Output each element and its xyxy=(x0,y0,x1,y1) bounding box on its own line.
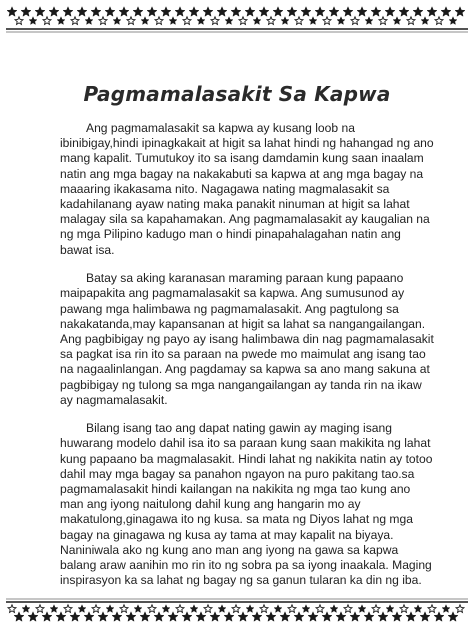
paragraph-1: Ang pagmamalasakit sa kapwa ay kusang loob na ibinibigay,hindi ipinagkakait at higit sa lahat hindi ng hahangad ng ano mang kapalit. Tumutukoy ito sa isang damdamin kung saan inaalam natin ang mga bagay na nakakabuti sa kapwa at ang mga bagay na maaaring ikakasama nito. Nagagawa nating magmalasakit sa kadahilanang ayaw nating maka panakit ninuman at higit sa lahat malagay sila sa kapahamakan. Ang pagmamalasakit ay kaugalian na ng mga Pilipino kadugo man o hindi pinapahalagahan natin ang bawat isa. xyxy=(60,121,434,257)
star-ornament xyxy=(43,17,51,25)
star-ornament xyxy=(15,17,23,25)
star-ornament xyxy=(196,612,206,621)
star-ornament xyxy=(168,612,178,621)
star-ornament xyxy=(217,7,227,16)
star-ornament xyxy=(211,17,219,25)
star-ornament xyxy=(204,605,212,613)
star-ornament xyxy=(280,612,290,621)
bottom-star-border xyxy=(6,597,468,623)
star-ornament xyxy=(364,612,374,621)
star-ornament xyxy=(413,7,423,16)
star-ornament xyxy=(175,7,185,16)
star-ornament xyxy=(99,17,107,25)
star-ornament xyxy=(295,17,303,25)
star-ornament xyxy=(50,605,58,613)
paragraph-2: Batay sa aking karanasan maraming paraan kung papaano maipapakita ang pagmamalasakit sa kapwa. Ang sumusunod ay pawang mga halimbawa ng pagmamalasakit. Ang pagtulong sa nakakatanda,may kapansanan at higit sa lahat sa nangangailangan. Ang pagbibigay ng payo ay isang halimbawa din nag pagmamalasakit sa pagkat isa rin ito sa paraan na pwede mo maimulat ang isang tao na nagaalinlangan. Ang pagdamay sa kapwa sa ano mang sakuna at pagbibigay ng tulong sa mga nangangailangan ay tanda rin na ikaw ay nagmamalasakit. xyxy=(60,271,434,407)
star-ornament xyxy=(42,612,52,621)
star-ornament xyxy=(365,17,373,25)
star-ornament xyxy=(21,7,31,16)
star-ornament xyxy=(126,612,136,621)
star-ornament xyxy=(337,17,345,25)
star-ornament xyxy=(441,7,451,16)
star-ornament xyxy=(266,612,276,621)
star-ornament xyxy=(140,612,150,621)
star-ornament xyxy=(449,17,457,25)
star-ornament xyxy=(112,612,122,621)
star-ornament xyxy=(36,605,44,613)
star-ornament xyxy=(253,17,261,25)
star-ornament xyxy=(399,7,409,16)
star-ornament xyxy=(57,17,65,25)
star-ornament xyxy=(78,605,86,613)
star-ornament xyxy=(245,7,255,16)
star-ornament xyxy=(448,612,458,621)
star-ornament xyxy=(64,605,72,613)
star-ornament xyxy=(336,612,346,621)
star-ornament xyxy=(330,605,338,613)
star-ornament xyxy=(427,7,437,16)
star-ornament xyxy=(8,605,16,613)
star-ornament xyxy=(231,7,241,16)
star-ornament xyxy=(301,7,311,16)
star-ornament xyxy=(371,7,381,16)
star-ornament xyxy=(287,7,297,16)
star-ornament xyxy=(385,7,395,16)
star-ornament xyxy=(302,605,310,613)
star-ornament xyxy=(120,605,128,613)
star-ornament xyxy=(351,17,359,25)
star-ornament xyxy=(308,612,318,621)
star-ornament xyxy=(155,17,163,25)
star-ornament xyxy=(273,7,283,16)
star-ornament xyxy=(246,605,254,613)
star-ornament xyxy=(106,605,114,613)
star-ornament xyxy=(428,605,436,613)
star-ornament xyxy=(343,7,353,16)
star-ornament xyxy=(421,17,429,25)
star-ornament xyxy=(224,612,234,621)
star-ornament xyxy=(315,7,325,16)
star-ornament xyxy=(147,7,157,16)
star-ornament xyxy=(252,612,262,621)
document-body xyxy=(60,121,435,588)
star-ornament xyxy=(309,17,317,25)
star-ornament xyxy=(259,7,269,16)
star-ornament xyxy=(169,17,177,25)
star-ornament xyxy=(119,7,129,16)
star-ornament xyxy=(218,605,226,613)
star-ornament xyxy=(84,612,94,621)
star-ornament xyxy=(456,605,464,613)
star-ornament xyxy=(162,605,170,613)
star-ornament xyxy=(379,17,387,25)
star-ornament xyxy=(378,612,388,621)
star-ornament xyxy=(63,7,73,16)
star-ornament xyxy=(134,605,142,613)
star-ornament xyxy=(28,612,38,621)
star-ornament xyxy=(407,17,415,25)
star-ornament xyxy=(281,17,289,25)
star-ornament xyxy=(344,605,352,613)
top-star-border xyxy=(6,4,468,38)
star-ornament xyxy=(161,7,171,16)
star-ornament xyxy=(386,605,394,613)
star-ornament xyxy=(92,605,100,613)
star-ornament xyxy=(239,17,247,25)
star-ornament xyxy=(435,17,443,25)
star-ornament xyxy=(238,612,248,621)
star-ornament xyxy=(182,612,192,621)
star-ornament xyxy=(210,612,220,621)
star-ornament xyxy=(203,7,213,16)
paragraph-3: Bilang isang tao ang dapat nating gawin ay maging isang huwarang modelo dahil isa ito sa paraan kung saan makikita ng lahat kung papaano ba magmalasakit. Hindi lahat ng nakikita natin ay totoo dahil may mga bagay sa panahon ngayon na puro pakitang tao.sa pagmamalasakit hindi kailangan na nakikita ng mga tao kung ano man ang iyong naitulong dahil kung ang hangarin mo ay makatulong,ginagawa ito ng kusa. sa mata ng Diyos lahat ng mga bagay na ginagawa ng kusa ay tama at may kapalit na biyaya. Naniniwala ako ng kung ano man ang iyong na gawa sa kapwa balang araw aanihin mo rin ito ng sobra pa sa iyong inaakala. Maging inspirasyon ka sa lahat ng bagay ng sa ganun tularan ka din ng iba. xyxy=(60,421,433,588)
star-ornament xyxy=(35,7,45,16)
star-ornament xyxy=(183,17,191,25)
star-ornament xyxy=(176,605,184,613)
document-title: Pagmamalasakit Sa Kapwa xyxy=(83,82,391,106)
star-ornament xyxy=(148,605,156,613)
star-ornament xyxy=(323,17,331,25)
star-ornament xyxy=(294,612,304,621)
star-ornament xyxy=(29,17,37,25)
star-ornament xyxy=(267,17,275,25)
star-ornament xyxy=(350,612,360,621)
star-ornament xyxy=(232,605,240,613)
star-ornament xyxy=(329,7,339,16)
star-ornament xyxy=(420,612,430,621)
star-ornament xyxy=(133,7,143,16)
star-ornament xyxy=(455,7,465,16)
star-ornament xyxy=(197,17,205,25)
star-ornament xyxy=(189,7,199,16)
star-ornament xyxy=(372,605,380,613)
star-ornament xyxy=(414,605,422,613)
star-ornament xyxy=(22,605,30,613)
star-ornament xyxy=(406,612,416,621)
star-ornament xyxy=(105,7,115,16)
star-ornament xyxy=(442,605,450,613)
star-ornament xyxy=(288,605,296,613)
star-ornament xyxy=(316,605,324,613)
star-ornament xyxy=(98,612,108,621)
star-ornament xyxy=(393,17,401,25)
star-ornament xyxy=(71,17,79,25)
star-ornament xyxy=(127,17,135,25)
star-ornament xyxy=(392,612,402,621)
star-ornament xyxy=(154,612,164,621)
star-ornament xyxy=(260,605,268,613)
star-ornament xyxy=(322,612,332,621)
star-ornament xyxy=(85,17,93,25)
star-ornament xyxy=(7,7,17,16)
star-ornament xyxy=(400,605,408,613)
star-ornament xyxy=(190,605,198,613)
star-ornament xyxy=(434,612,444,621)
star-ornament xyxy=(77,7,87,16)
star-ornament xyxy=(357,7,367,16)
star-ornament xyxy=(358,605,366,613)
star-ornament xyxy=(70,612,80,621)
star-ornament xyxy=(225,17,233,25)
star-ornament xyxy=(274,605,282,613)
star-ornament xyxy=(141,17,149,25)
star-ornament xyxy=(113,17,121,25)
star-ornament xyxy=(49,7,59,16)
star-ornament xyxy=(56,612,66,621)
star-ornament xyxy=(91,7,101,16)
star-ornament xyxy=(14,612,24,621)
